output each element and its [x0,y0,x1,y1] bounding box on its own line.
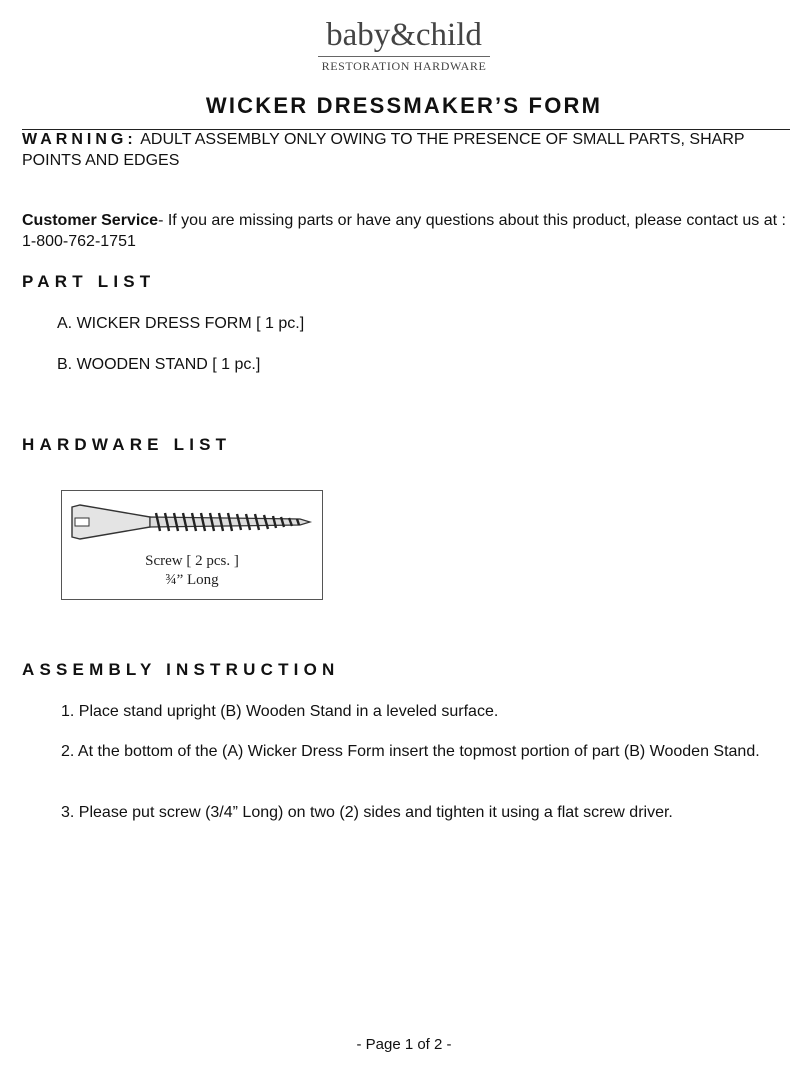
warning-label: WARNING: [22,131,137,148]
part-list-heading: PART LIST [22,272,156,291]
customer-service-text: - If you are missing parts or have any questions about this product, please contact us at : 1-800-762-1751 [22,212,786,250]
assembly-step: 3. Please put screw (3/4” Long) on two (2) sides and tighten it using a flat screw driver. [61,804,673,821]
logo-wordmark: baby&child [326,17,482,53]
customer-service-paragraph [22,210,792,252]
assembly-step: 1. Place stand upright (B) Wooden Stand in a leveled surface. [61,703,499,720]
assembly-step [61,741,787,762]
hardware-list-heading: HARDWARE LIST [22,435,232,454]
screw-illustration-box [61,490,323,600]
part-item: A. WICKER DRESS FORM [ 1 pc.] [57,315,305,332]
brand-logo [0,16,808,73]
assembly-heading: ASSEMBLY INSTRUCTION [22,660,340,679]
screw-length: ¾” Long [165,572,219,588]
warning-paragraph [22,129,792,171]
screw-label: Screw [ 2 pcs. ] [145,553,239,569]
assembly-step-text: 2. At the bottom of the (A) Wicker Dress Form insert the topmost portion of part (B) Wooden Stand. [61,743,760,760]
logo-subtitle: RESTORATION HARDWARE [321,59,487,73]
document-title: WICKER DRESSMAKER’S FORM [205,93,603,118]
page-number: - Page 1 of 2 - [356,1036,452,1053]
warning-text: ADULT ASSEMBLY ONLY OWING TO THE PRESENCE OF SMALL PARTS, SHARP POINTS AND EDGES [22,131,745,169]
screw-icon [68,499,316,543]
customer-service-label: Customer Service [22,212,159,229]
part-item: B. WOODEN STAND [ 1 pc.] [57,356,261,373]
logo-divider [318,56,490,57]
